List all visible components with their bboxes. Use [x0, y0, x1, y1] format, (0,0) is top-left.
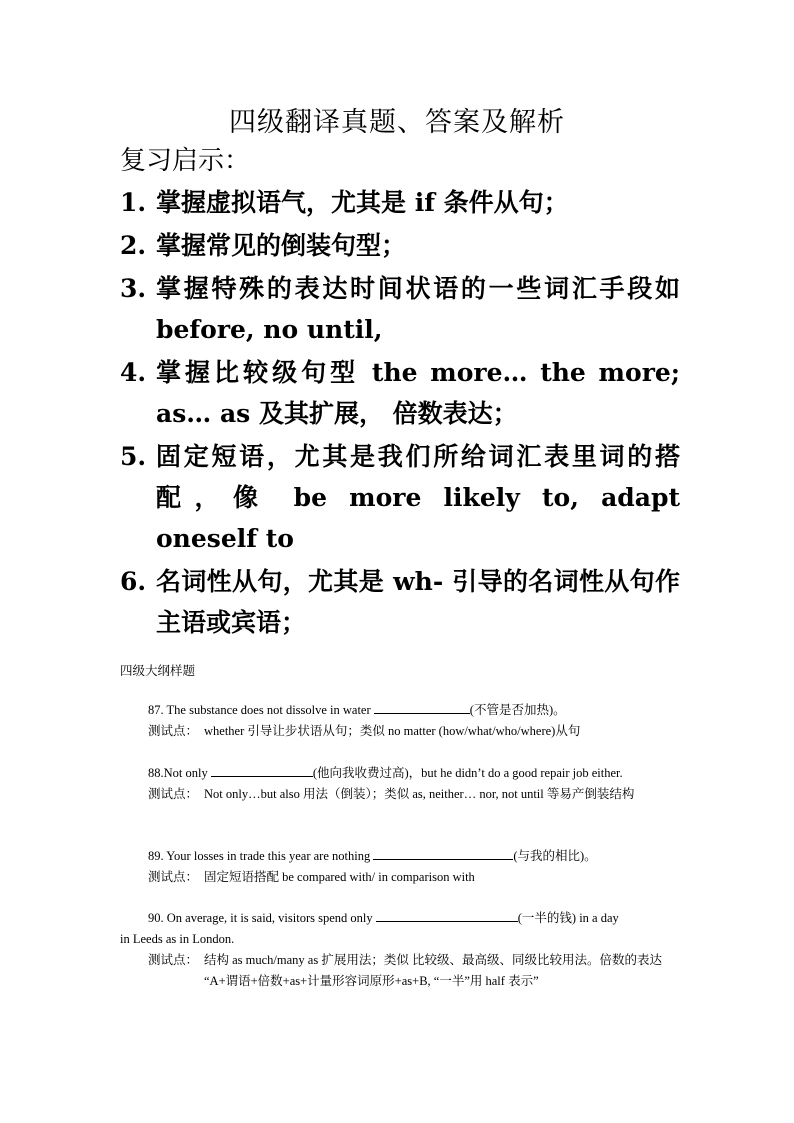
tip-text: 掌握特殊的表达时间状语的一些词汇手段如 before, no until,	[156, 274, 680, 344]
tip-number: 6.	[120, 567, 147, 596]
tip-item	[120, 268, 680, 350]
test-point-text: 固定短语搭配 be compared with/ in comparison with	[204, 870, 475, 884]
answer-blank	[211, 764, 313, 777]
question-text	[120, 763, 680, 784]
question-88	[120, 763, 680, 805]
review-heading: 复习启示：	[120, 146, 251, 176]
tip-number: 2.	[120, 231, 147, 260]
test-point-text: whether 引导让步状语从句；类似 no matter (how/what/who/where)从句	[204, 724, 581, 738]
question-continuation: in Leeds as in London.	[120, 932, 235, 946]
test-point	[120, 721, 680, 742]
test-point	[120, 784, 680, 805]
page-title: 四级翻译真题、答案及解析	[229, 107, 565, 138]
test-point-text: Not only…but also 用法（倒装）；类似 as, neither… nor, not until 等易产倒装结构	[204, 787, 635, 801]
tip-item	[120, 561, 680, 643]
test-point-key: 测试点：	[148, 953, 199, 967]
tip-text: 掌握比较级句型 the more… the more; as… as 及其扩展， 倍数表达；	[156, 358, 680, 428]
question-before: 89. Your losses in trade this year are nothing	[148, 849, 374, 863]
question-after: (他向我收费过高)，but he didn’t do a good repair job either.	[312, 766, 623, 780]
tip-number: 5.	[120, 442, 147, 471]
question-87	[120, 700, 680, 742]
tip-item	[120, 436, 680, 559]
outline-label: 四级大纲样题	[120, 664, 196, 678]
tip-number: 3.	[120, 274, 147, 303]
question-text	[120, 908, 680, 929]
question-after: (一半的钱) in a day	[517, 911, 619, 925]
tip-item	[120, 352, 680, 434]
question-before: 90. On average, it is said, visitors spend only	[148, 911, 376, 925]
question-89	[120, 846, 680, 888]
tip-text: 掌握常见的倒装句型；	[156, 231, 407, 260]
test-point	[120, 867, 680, 888]
tip-text: 掌握虚拟语气，尤其是 if 条件从句；	[156, 188, 569, 217]
question-before: 87. The substance does not dissolve in water	[148, 703, 374, 717]
tip-number: 1.	[120, 188, 147, 217]
test-point-key: 测试点：	[148, 787, 199, 801]
question-after: (与我的相比)。	[513, 849, 597, 863]
tip-text: 固定短语，尤其是我们所给词汇表里词的搭配，像 be more likely to, adapt oneself to	[156, 442, 680, 553]
question-text	[120, 700, 680, 721]
question-after: (不管是否加热)。	[469, 703, 566, 717]
tip-item	[120, 182, 680, 223]
test-point	[120, 950, 680, 992]
tips-list	[120, 182, 680, 645]
test-point-key: 测试点：	[148, 724, 199, 738]
answer-blank	[374, 701, 470, 714]
test-point-key: 测试点：	[148, 870, 199, 884]
question-before: 88.Not only	[148, 766, 211, 780]
tip-number: 4.	[120, 358, 147, 387]
answer-blank	[373, 847, 513, 860]
tip-item	[120, 225, 680, 266]
tip-text: 名词性从句，尤其是 wh- 引导的名词性从句作主语或宾语；	[156, 567, 680, 637]
question-text	[120, 846, 680, 867]
answer-blank	[376, 909, 518, 922]
question-90	[120, 908, 680, 992]
test-point-text: 结构 as much/many as 扩展用法；类似 比较级、最高级、同级比较用法。倍数的表达 “A+谓语+倍数+as+计量形容词原形+as+B, “一半”用 half 表示”	[204, 953, 662, 988]
